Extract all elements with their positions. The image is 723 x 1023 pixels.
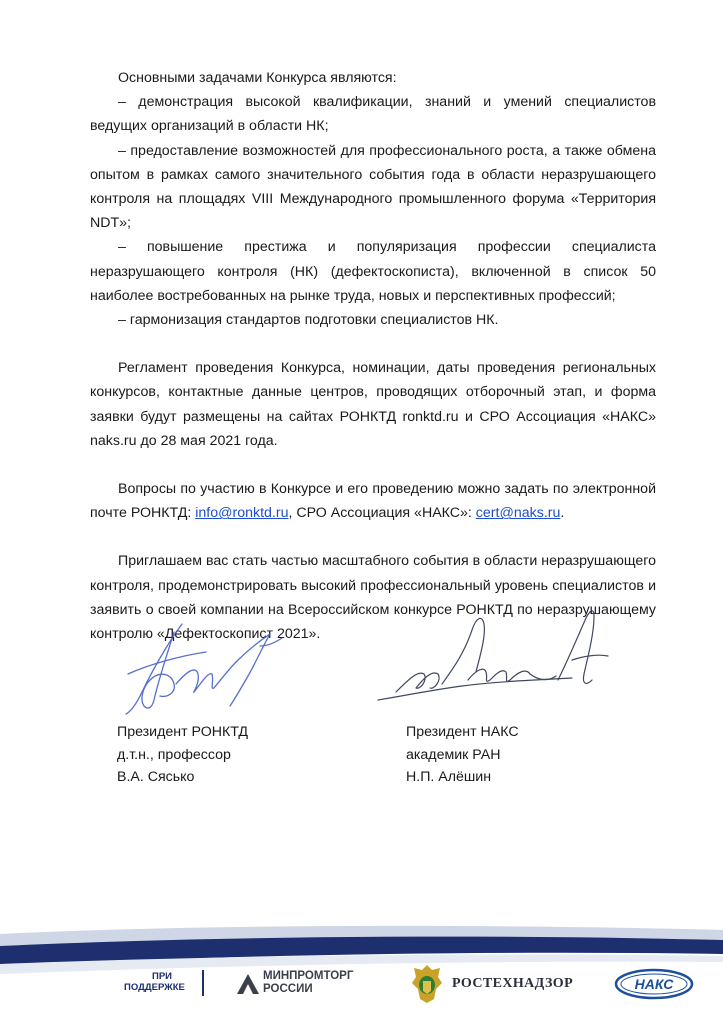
questions-text-b: , СРО Ассоциация «НАКС»: [288, 505, 476, 522]
questions-text-a: Вопросы по участию в Конкурсе и его проведению можно задать по электронной почте РОНКТД: [90, 481, 656, 522]
minpromtorg-line-2: РОССИИ [263, 982, 313, 995]
signer-title-right: Президент НАКС [406, 724, 519, 740]
minpromtorg-logo-icon [236, 973, 260, 995]
task-item-4: – гармонизация стандартов подготовки специалистов НК. [118, 312, 499, 329]
minpromtorg-label [263, 970, 353, 995]
signer-degree-right: академик РАН [406, 746, 501, 763]
questions-text-c: . [560, 505, 565, 522]
footer-band [0, 918, 723, 1023]
signer-name-right: Н.П. Алёшин [406, 769, 492, 785]
signer-name-left: В.А. Сясько [117, 769, 195, 785]
email-link-ronktd[interactable]: info@ronktd.ru [195, 505, 289, 522]
task-item-3: – повышение престижа и популяризация профессии специалиста неразрушающего контроля (НК) (дефектоскописта), включенной в список 50 наиболее востребованных на рынке труда, новых и перспективных профессий; [90, 239, 656, 304]
naks-logo-text: НАКС [634, 976, 674, 992]
signature-left-image [110, 612, 290, 717]
email-link-naks[interactable]: cert@naks.ru [475, 505, 561, 522]
signer-title-left: Президент РОНКТД [117, 724, 249, 740]
support-line-2: ПОДДЕРЖКЕ [124, 982, 185, 993]
footer-divider [202, 970, 204, 996]
signer-degree-left: д.т.н., профессор [117, 746, 231, 763]
minpromtorg-line-1: МИНПРОМТОРГ [263, 970, 354, 982]
task-item-2: – предоставление возможностей для профессионального роста, а также обмена опытом в рамках самого значительного события года в области неразрушающего контроля на площадях VIII Международного промышленного форума «Территория NDT»; [90, 142, 656, 232]
questions-paragraph [90, 477, 656, 525]
rostekhnadzor-label: РОСТЕХНАДЗОР [452, 976, 574, 991]
signature-block-left [117, 721, 248, 789]
task-item-1: – демонстрация высокой квалификации, знаний и умений специалистов ведущих организаций в области НК; [90, 94, 656, 135]
support-label [124, 971, 185, 993]
support-line-1: ПРИ [152, 971, 172, 982]
signature-right-image [372, 600, 612, 715]
signature-block-right [406, 721, 519, 789]
tasks-intro: Основными задачами Конкурса являются: [118, 70, 397, 86]
rostekhnadzor-emblem-icon [410, 961, 444, 1005]
regulations-paragraph: Регламент проведения Конкурса, номинации, даты проведения региональных конкурсов, контактные данные центров, проводящих отборочный этап, и форма заявки будут размещены на сайтах РОНКТД ronktd.ru и СРО Ассоциация «НАКС» naks.ru до 28 мая 2021 года. [90, 360, 656, 449]
letter-body [90, 66, 656, 646]
invitation-paragraph: Приглашаем вас стать частью масштабного события в области неразрушающего контроля, продемонстрировать высокий профессиональный уровень специалистов и заявить о своей компании на Всероссийском конкурсе РОНКТД по неразрушающему контролю «Дефектоскопист 2021». [90, 553, 656, 643]
